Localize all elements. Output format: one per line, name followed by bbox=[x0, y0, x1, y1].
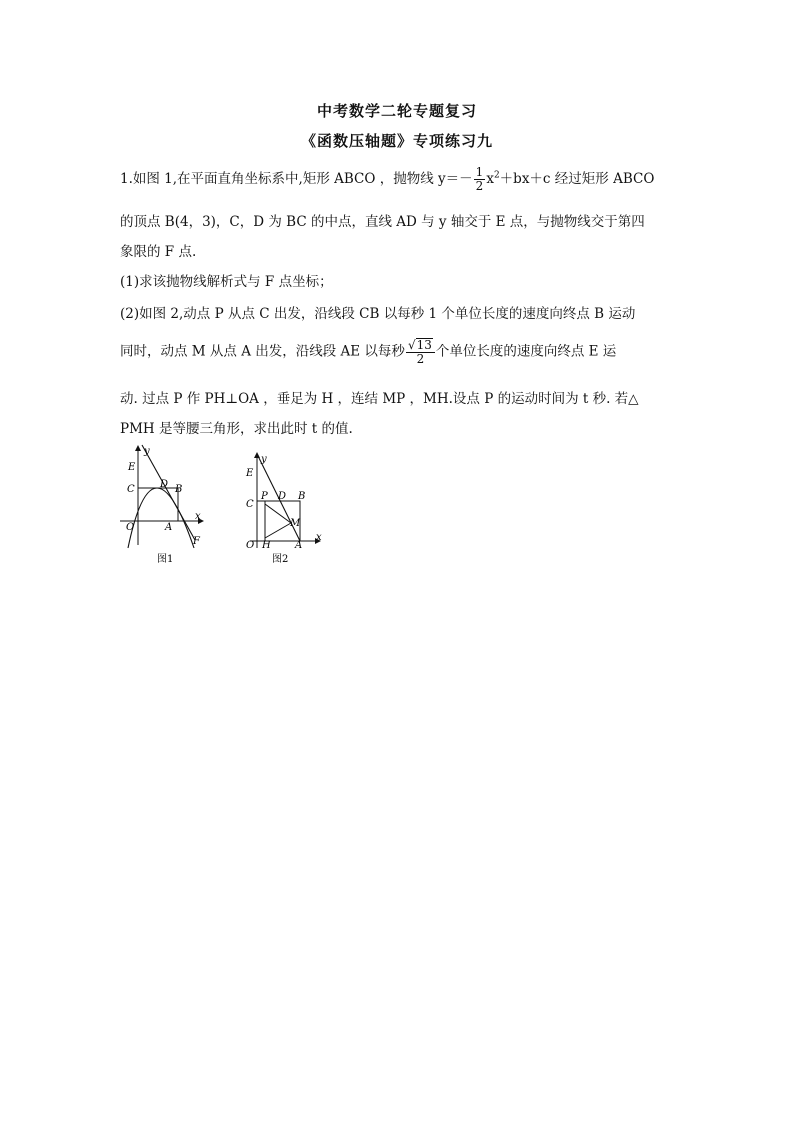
label-O: O bbox=[246, 540, 255, 551]
label-y: y bbox=[261, 454, 267, 465]
fraction-numerator: 1 bbox=[475, 165, 484, 179]
label-O: O bbox=[126, 522, 135, 533]
figure-2 bbox=[240, 450, 330, 568]
figure-1 bbox=[115, 440, 215, 568]
label-E: E bbox=[128, 462, 136, 473]
segment-mh bbox=[265, 523, 291, 538]
figure-1-caption: 图1 bbox=[157, 554, 174, 565]
problem-text: 1.如图 1,在平面直角坐标系中,矩形 ABCO ，抛物线 y＝－ bbox=[120, 171, 473, 187]
label-B: B bbox=[175, 484, 183, 495]
doc-subtitle: 《函数压轴题》专项练习九 bbox=[300, 132, 493, 150]
label-A: A bbox=[295, 540, 303, 551]
label-y: y bbox=[144, 446, 150, 457]
label-A: A bbox=[165, 522, 173, 533]
sqrt-radicand: 13 bbox=[416, 338, 432, 352]
segment-pm bbox=[265, 504, 291, 523]
fraction-denominator: 2 bbox=[406, 352, 435, 366]
problem-line-1 bbox=[120, 166, 654, 193]
fraction-sqrt13-over-2 bbox=[406, 338, 435, 366]
label-E: E bbox=[246, 468, 254, 479]
problem-line-5: (2)如图 2,动点 P 从点 C 出发，沿线段 CB 以每秒 1 个单位长度的速度向终点 B 运动 bbox=[120, 306, 636, 322]
problem-text: 同时，动点 M 从点 A 出发，沿线段 AE 以每秒 bbox=[120, 343, 405, 360]
doc-title: 中考数学二轮专题复习 bbox=[316, 102, 477, 120]
exponent: 2 bbox=[493, 170, 500, 181]
problem-text: x bbox=[486, 171, 494, 187]
label-x: x bbox=[195, 511, 201, 522]
problem-text: ＋bx＋c 经过矩形 ABCO bbox=[499, 171, 655, 187]
problem-line-4: (1)求该抛物线解析式与 F 点坐标； bbox=[120, 274, 333, 290]
problem-line-2: 的顶点 B(4，3)，C，D 为 BC 的中点，直线 AD 与 y 轴交于 E 点，与抛物线交于第四 bbox=[120, 214, 645, 230]
label-C: C bbox=[127, 484, 135, 495]
label-D: D bbox=[278, 491, 287, 502]
label-P: P bbox=[261, 491, 268, 502]
problem-line-3: 象限的 F 点. bbox=[120, 244, 197, 260]
fraction-numerator: √13 bbox=[407, 338, 432, 352]
problem-line-8: PMH 是等腰三角形，求出此时 t 的值. bbox=[120, 421, 353, 437]
label-F: F bbox=[193, 536, 200, 547]
problem-text: 个单位长度的速度向终点 E 运 bbox=[435, 343, 617, 360]
label-D: D bbox=[160, 479, 169, 490]
label-H: H bbox=[262, 540, 271, 551]
label-x: x bbox=[316, 532, 322, 543]
fraction-half bbox=[474, 166, 486, 193]
label-C: C bbox=[246, 499, 254, 510]
fraction-denominator: 2 bbox=[475, 179, 484, 193]
figure-2-caption: 图2 bbox=[272, 554, 289, 565]
label-B: B bbox=[298, 491, 306, 502]
label-M: M bbox=[290, 518, 301, 529]
rectangle-abco bbox=[138, 488, 178, 521]
problem-line-6 bbox=[120, 338, 616, 366]
problem-line-7: 动. 过点 P 作 PH⊥OA ，垂足为 H ，连结 MP ，MH.设点 P 的运动时间为 t 秒. 若△ bbox=[120, 391, 639, 407]
